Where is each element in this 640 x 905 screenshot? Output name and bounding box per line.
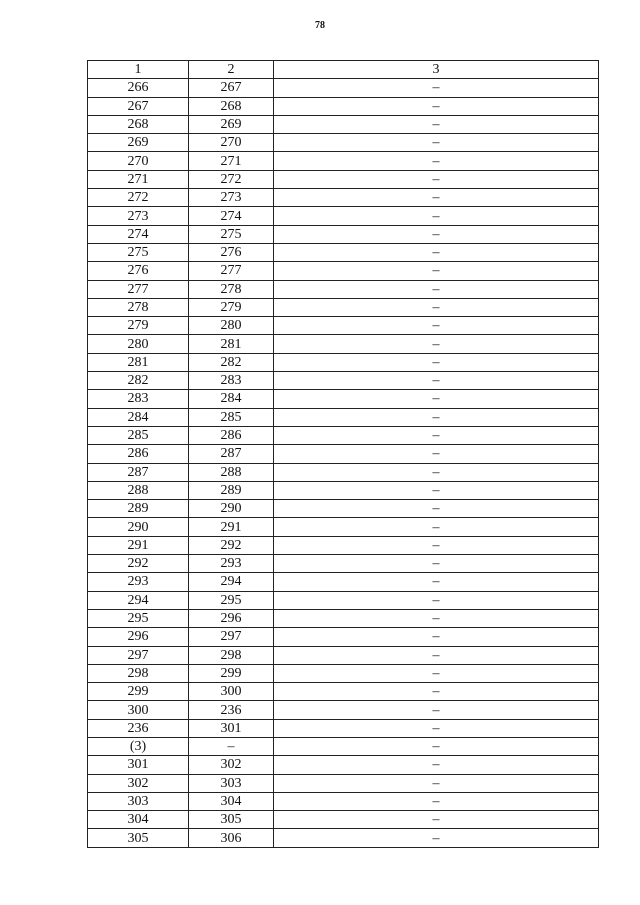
table-cell-col1: 289: [88, 500, 189, 518]
table-cell-col1: 296: [88, 628, 189, 646]
page-number: 78: [315, 20, 325, 31]
table-cell-col2: 271: [189, 152, 274, 170]
table-cell-col2: 293: [189, 555, 274, 573]
table-cell-col2: 278: [189, 280, 274, 298]
table-cell-col2: 291: [189, 518, 274, 536]
table-cell-col3: –: [274, 317, 599, 335]
table-cell-col3: –: [274, 683, 599, 701]
table-cell-col2: –: [189, 737, 274, 755]
table-cell-col2: 272: [189, 170, 274, 188]
table-cell-col1: 283: [88, 390, 189, 408]
table-cell-col3: –: [274, 353, 599, 371]
table-cell-col3: –: [274, 445, 599, 463]
table-row: [88, 646, 599, 664]
table-cell-col3: –: [274, 115, 599, 133]
table-row: [88, 170, 599, 188]
table-cell-col3: –: [274, 225, 599, 243]
table-cell-col2: 285: [189, 408, 274, 426]
table-row: [88, 628, 599, 646]
table-row: [88, 719, 599, 737]
table-cell-col1: 276: [88, 262, 189, 280]
table-cell-col1: 302: [88, 774, 189, 792]
table-cell-col2: 274: [189, 207, 274, 225]
table-row: [88, 792, 599, 810]
table-cell-col2: 280: [189, 317, 274, 335]
table-row: [88, 317, 599, 335]
column-header-3: 3: [274, 61, 599, 79]
table-cell-col2: 273: [189, 189, 274, 207]
table-cell-col3: –: [274, 737, 599, 755]
table-cell-col1: 236: [88, 719, 189, 737]
table-cell-col3: –: [274, 518, 599, 536]
table-cell-col1: 303: [88, 792, 189, 810]
table-cell-col2: 295: [189, 591, 274, 609]
table-row: [88, 426, 599, 444]
table-cell-col1: 271: [88, 170, 189, 188]
table-cell-col3: –: [274, 152, 599, 170]
table-row: [88, 573, 599, 591]
table-cell-col1: 281: [88, 353, 189, 371]
table-row: [88, 372, 599, 390]
table-cell-col1: 280: [88, 335, 189, 353]
table-cell-col3: –: [274, 609, 599, 627]
table-cell-col3: –: [274, 792, 599, 810]
table-cell-col3: –: [274, 719, 599, 737]
table-cell-col3: –: [274, 390, 599, 408]
table-cell-col2: 270: [189, 134, 274, 152]
table-cell-col3: –: [274, 555, 599, 573]
table-cell-col1: 304: [88, 811, 189, 829]
table-cell-col2: 300: [189, 683, 274, 701]
table-cell-col3: –: [274, 97, 599, 115]
table-cell-col1: 290: [88, 518, 189, 536]
table-row: [88, 591, 599, 609]
table-cell-col1: 277: [88, 280, 189, 298]
table-row: [88, 555, 599, 573]
table-cell-col3: –: [274, 243, 599, 261]
table-cell-col1: 293: [88, 573, 189, 591]
table-cell-col2: 268: [189, 97, 274, 115]
table-cell-col3: –: [274, 701, 599, 719]
table-cell-col3: –: [274, 79, 599, 97]
table-cell-col1: 295: [88, 609, 189, 627]
table-cell-col3: –: [274, 573, 599, 591]
table-cell-col1: 287: [88, 463, 189, 481]
table-cell-col3: –: [274, 298, 599, 316]
table-row: [88, 536, 599, 554]
table-row: [88, 225, 599, 243]
table-cell-col3: –: [274, 646, 599, 664]
table-cell-col3: –: [274, 664, 599, 682]
table-cell-col3: –: [274, 408, 599, 426]
table-cell-col3: –: [274, 463, 599, 481]
table-row: [88, 97, 599, 115]
table-cell-col2: 284: [189, 390, 274, 408]
table-cell-col2: 277: [189, 262, 274, 280]
table-cell-col2: 275: [189, 225, 274, 243]
table-cell-col2: 287: [189, 445, 274, 463]
table-row: [88, 463, 599, 481]
table-cell-col2: 279: [189, 298, 274, 316]
table-cell-col2: 281: [189, 335, 274, 353]
table-cell-col3: –: [274, 280, 599, 298]
table-cell-col3: –: [274, 811, 599, 829]
table-cell-col2: 269: [189, 115, 274, 133]
table-cell-col2: 288: [189, 463, 274, 481]
table-cell-col1: 267: [88, 97, 189, 115]
table-cell-col3: –: [274, 372, 599, 390]
table-cell-col1: 279: [88, 317, 189, 335]
table-cell-col3: –: [274, 207, 599, 225]
table-cell-col2: 306: [189, 829, 274, 847]
table-cell-col3: –: [274, 536, 599, 554]
table-row: [88, 518, 599, 536]
table-cell-col2: 294: [189, 573, 274, 591]
table-cell-col3: –: [274, 628, 599, 646]
table-cell-col2: 305: [189, 811, 274, 829]
table-row: [88, 774, 599, 792]
table-cell-col2: 297: [189, 628, 274, 646]
table-cell-col2: 283: [189, 372, 274, 390]
table-row: [88, 152, 599, 170]
table-cell-col2: 276: [189, 243, 274, 261]
table-cell-col2: 303: [189, 774, 274, 792]
table-cell-col3: –: [274, 170, 599, 188]
table-row: [88, 701, 599, 719]
table-cell-col2: 289: [189, 481, 274, 499]
table-cell-col2: 236: [189, 701, 274, 719]
table-row: [88, 390, 599, 408]
table-row: [88, 609, 599, 627]
table-row: [88, 134, 599, 152]
table-row: [88, 280, 599, 298]
table-row: [88, 500, 599, 518]
table-cell-col1: 272: [88, 189, 189, 207]
table-cell-col2: 282: [189, 353, 274, 371]
table-cell-col1: 297: [88, 646, 189, 664]
table-cell-col3: –: [274, 335, 599, 353]
table-cell-col1: 274: [88, 225, 189, 243]
table-cell-col2: 302: [189, 756, 274, 774]
table-cell-col1: 301: [88, 756, 189, 774]
table-cell-col2: 267: [189, 79, 274, 97]
table-cell-col3: –: [274, 481, 599, 499]
column-header-1: 1: [88, 61, 189, 79]
table-cell-col1: 300: [88, 701, 189, 719]
table-cell-col1: 285: [88, 426, 189, 444]
table-row: [88, 829, 599, 847]
table-row: [88, 445, 599, 463]
table-cell-col3: –: [274, 829, 599, 847]
table-cell-col1: 294: [88, 591, 189, 609]
table-row: [88, 262, 599, 280]
table-header-row: [88, 61, 599, 79]
table-cell-col3: –: [274, 500, 599, 518]
table-row: [88, 811, 599, 829]
table-cell-col2: 301: [189, 719, 274, 737]
column-header-2: 2: [189, 61, 274, 79]
table-cell-col1: 278: [88, 298, 189, 316]
table-row: [88, 737, 599, 755]
table-cell-col1: 269: [88, 134, 189, 152]
table-cell-col1: 299: [88, 683, 189, 701]
table-cell-col1: 288: [88, 481, 189, 499]
table-row: [88, 243, 599, 261]
table-row: [88, 683, 599, 701]
table-row: [88, 189, 599, 207]
table-cell-col3: –: [274, 774, 599, 792]
table-row: [88, 408, 599, 426]
table-cell-col3: –: [274, 262, 599, 280]
data-table: [87, 60, 599, 848]
table-cell-col3: –: [274, 756, 599, 774]
table-cell-col1: 270: [88, 152, 189, 170]
table-cell-col1: 298: [88, 664, 189, 682]
table-cell-col1: 292: [88, 555, 189, 573]
table-cell-col3: –: [274, 189, 599, 207]
table-row: [88, 79, 599, 97]
table-cell-col1: 273: [88, 207, 189, 225]
table-row: [88, 335, 599, 353]
table-cell-col1: (3): [88, 737, 189, 755]
table-row: [88, 298, 599, 316]
table-cell-col2: 290: [189, 500, 274, 518]
table-cell-col2: 304: [189, 792, 274, 810]
table-cell-col1: 268: [88, 115, 189, 133]
table-cell-col1: 275: [88, 243, 189, 261]
table-cell-col2: 286: [189, 426, 274, 444]
table-cell-col3: –: [274, 426, 599, 444]
table-cell-col2: 296: [189, 609, 274, 627]
table-row: [88, 353, 599, 371]
table-row: [88, 664, 599, 682]
table-cell-col2: 292: [189, 536, 274, 554]
table-cell-col3: –: [274, 591, 599, 609]
table-cell-col1: 284: [88, 408, 189, 426]
table-cell-col1: 291: [88, 536, 189, 554]
table-cell-col3: –: [274, 134, 599, 152]
table-row: [88, 481, 599, 499]
table-row: [88, 756, 599, 774]
table-body: [88, 79, 599, 847]
table-row: [88, 207, 599, 225]
table-cell-col1: 305: [88, 829, 189, 847]
table-cell-col1: 286: [88, 445, 189, 463]
table-cell-col1: 282: [88, 372, 189, 390]
table-cell-col2: 298: [189, 646, 274, 664]
table-row: [88, 115, 599, 133]
table-cell-col1: 266: [88, 79, 189, 97]
table-cell-col2: 299: [189, 664, 274, 682]
